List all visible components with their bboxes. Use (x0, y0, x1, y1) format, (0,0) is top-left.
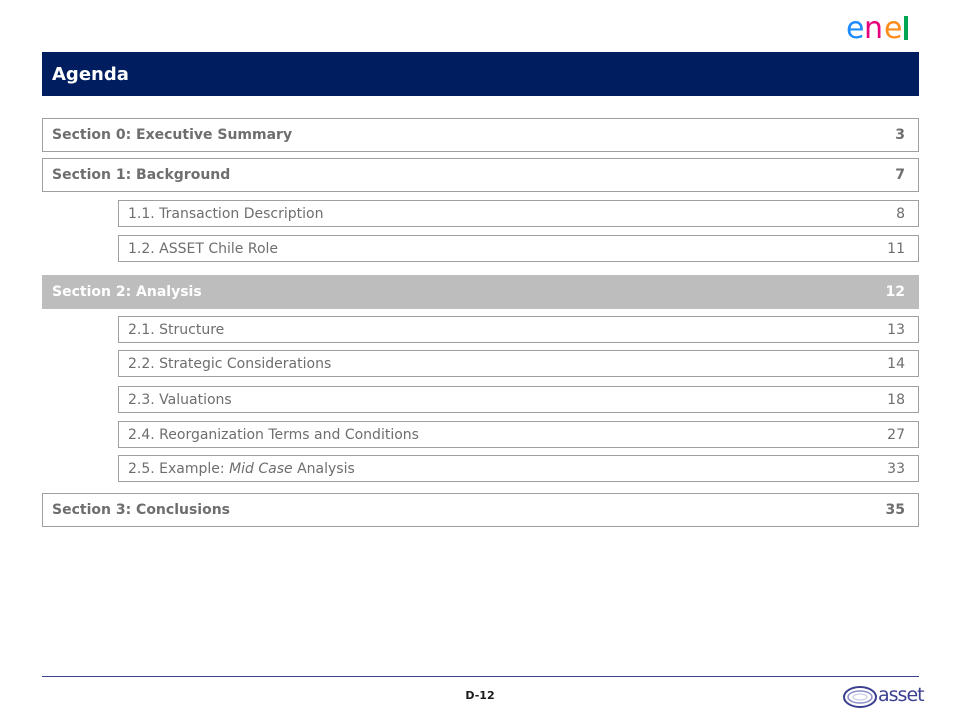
agenda-section-2[interactable] (42, 275, 919, 309)
agenda-item-label (128, 461, 355, 477)
label-suffix: Analysis (292, 460, 355, 477)
agenda-item-label: 2.1. Structure (128, 321, 225, 338)
agenda-item-page: 14 (887, 355, 905, 372)
agenda-item-page: 11 (887, 240, 905, 257)
agenda-section-3[interactable] (42, 493, 919, 527)
page-title: Agenda (52, 63, 129, 85)
agenda-header (42, 52, 919, 96)
agenda-subsection-1-2[interactable] (118, 235, 919, 262)
agenda-subsection-2-3[interactable] (118, 386, 919, 413)
agenda-item-page: 33 (887, 460, 905, 477)
agenda-item-label: 2.2. Strategic Considerations (128, 355, 332, 372)
agenda-item-page: 35 (885, 502, 905, 518)
agenda-item-label: Section 0: Executive Summary (52, 127, 293, 143)
agenda-item-label: 2.4. Reorganization Terms and Conditions (128, 426, 419, 443)
agenda-item-page: 12 (885, 284, 905, 300)
agenda-item-page: 7 (895, 167, 905, 183)
agenda-subsection-2-1[interactable] (118, 316, 919, 343)
agenda-item-label: Section 3: Conclusions (52, 502, 231, 518)
agenda-item-label: Section 1: Background (52, 167, 231, 183)
agenda-item-page: 13 (887, 321, 905, 338)
label-prefix: 2.5. Example: (128, 460, 230, 477)
asset-logo-text: asset (878, 684, 924, 706)
agenda-subsection-1-1[interactable] (118, 200, 919, 227)
agenda-subsection-2-2[interactable] (118, 350, 919, 377)
agenda-subsection-2-4[interactable] (118, 421, 919, 448)
agenda-subsection-2-5[interactable] (118, 455, 919, 482)
agenda-section-0[interactable] (42, 118, 919, 152)
agenda-item-label: 2.3. Valuations (128, 391, 232, 408)
agenda-item-page: 8 (896, 205, 905, 222)
agenda-item-label: 1.2. ASSET Chile Role (128, 240, 279, 257)
svg-text:e: e (884, 12, 903, 44)
enel-logo (844, 12, 920, 44)
agenda-item-page: 3 (895, 127, 905, 143)
agenda-item-label: Section 2: Analysis (52, 284, 202, 300)
page-number: D-12 (465, 689, 495, 702)
agenda-item-label: 1.1. Transaction Description (128, 205, 324, 222)
agenda-item-page: 18 (887, 391, 905, 408)
svg-text:e: e (846, 12, 865, 44)
svg-text:n: n (864, 12, 884, 44)
footer-divider (42, 676, 919, 677)
label-italic: Mid Case (229, 460, 293, 477)
agenda-section-1[interactable] (42, 158, 919, 192)
agenda-item-page: 27 (887, 426, 905, 443)
